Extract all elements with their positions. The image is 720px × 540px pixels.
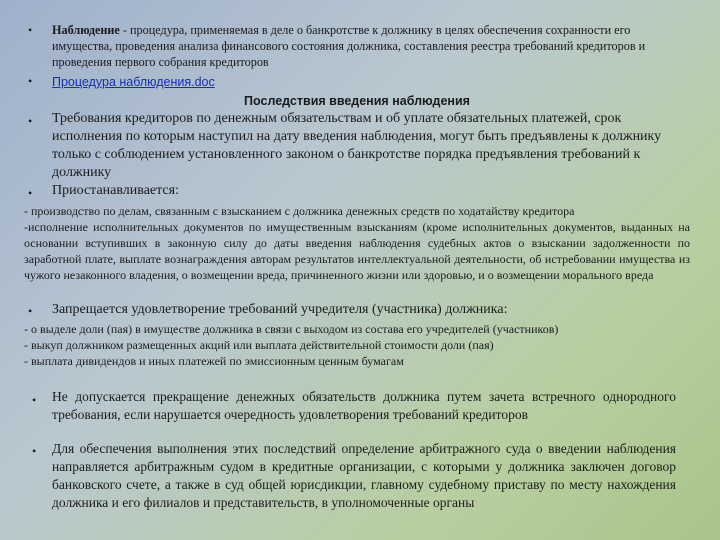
bullet-marker: •	[28, 74, 33, 88]
bullet-marker: •	[28, 114, 33, 128]
prohibition-heading: Запрещается удовлетворение требований учредителя (участника) должника:	[52, 302, 508, 317]
suspended-heading: Приостанавливается:	[52, 183, 179, 198]
definition-text: - процедура, применяемая в деле о банкротстве к должнику в целях обеспечения сохранности его имущества, проведения анализа финансового состояния должника, составления реестра требований кредиторов и проведения первого собрания кредиторов	[52, 23, 646, 69]
suspended-item: - производство по делам, связанным с взысканием с должника денежных средств по ходатайству кредитора	[24, 204, 575, 218]
prohibition-item: - выкуп должником размещенных акций или выплата действительной стоимости доли (пая)	[24, 338, 494, 352]
bullet-marker: •	[28, 186, 33, 200]
definition-term: Наблюдение	[52, 23, 120, 37]
prohibition-item: - выплата дивидендов и иных платежей по эмиссионным ценным бумагам	[24, 354, 404, 368]
bullet-marker: •	[28, 304, 33, 318]
section-heading: Последствия введения наблюдения	[244, 94, 470, 108]
suspended-item: -исполнение исполнительных документов по имущественным взысканиям (кроме исполнительных документов, выданных на основании вступивших в законную силу до даты введения наблюдения судебных актов о взыскании задолженности по заработной плате, выплате вознаграждения авторам результатов интеллектуальной деятельности, об истребовании имущества из чужого незаконного владения, о возмещении вреда, причиненного жизни или здоровью, и о возмещении морального вреда	[24, 220, 690, 282]
court-notice-paragraph: Для обеспечения выполнения этих последствий определение арбитражного суда о введении наблюдения направляется арбитражным судом в кредитные организации, с которыми у должника заключен договор банковского счете, а также в суд общей юрисдикции, главному судебному приставу по месту нахождения должника и его филиалов и представительств, в уполномоченные органы	[52, 441, 676, 510]
document-link-row	[52, 74, 215, 90]
document-link[interactable]: Процедура наблюдения.doc	[52, 75, 215, 89]
prohibition-item: - о выделе доли (пая) в имуществе должника в связи с выходом из состава его учредителей (участников)	[24, 322, 559, 336]
offset-paragraph: Не допускается прекращение денежных обязательств должника путем зачета встречного однородного требования, если нарушается очередность удовлетворения требований кредиторов	[52, 389, 676, 422]
definition-paragraph	[52, 22, 682, 70]
bullet-marker: •	[28, 23, 33, 37]
bullet-marker: •	[32, 393, 37, 407]
creditor-claims-paragraph: Требования кредиторов по денежным обязательствам и об уплате обязательных платежей, срок исполнения по которым наступил на дату введения наблюдения, могут быть предъявлены к должнику только с соблюдением установленного законом о банкротстве порядка предъявления требований к должнику	[52, 111, 662, 180]
bullet-marker: •	[32, 444, 37, 458]
